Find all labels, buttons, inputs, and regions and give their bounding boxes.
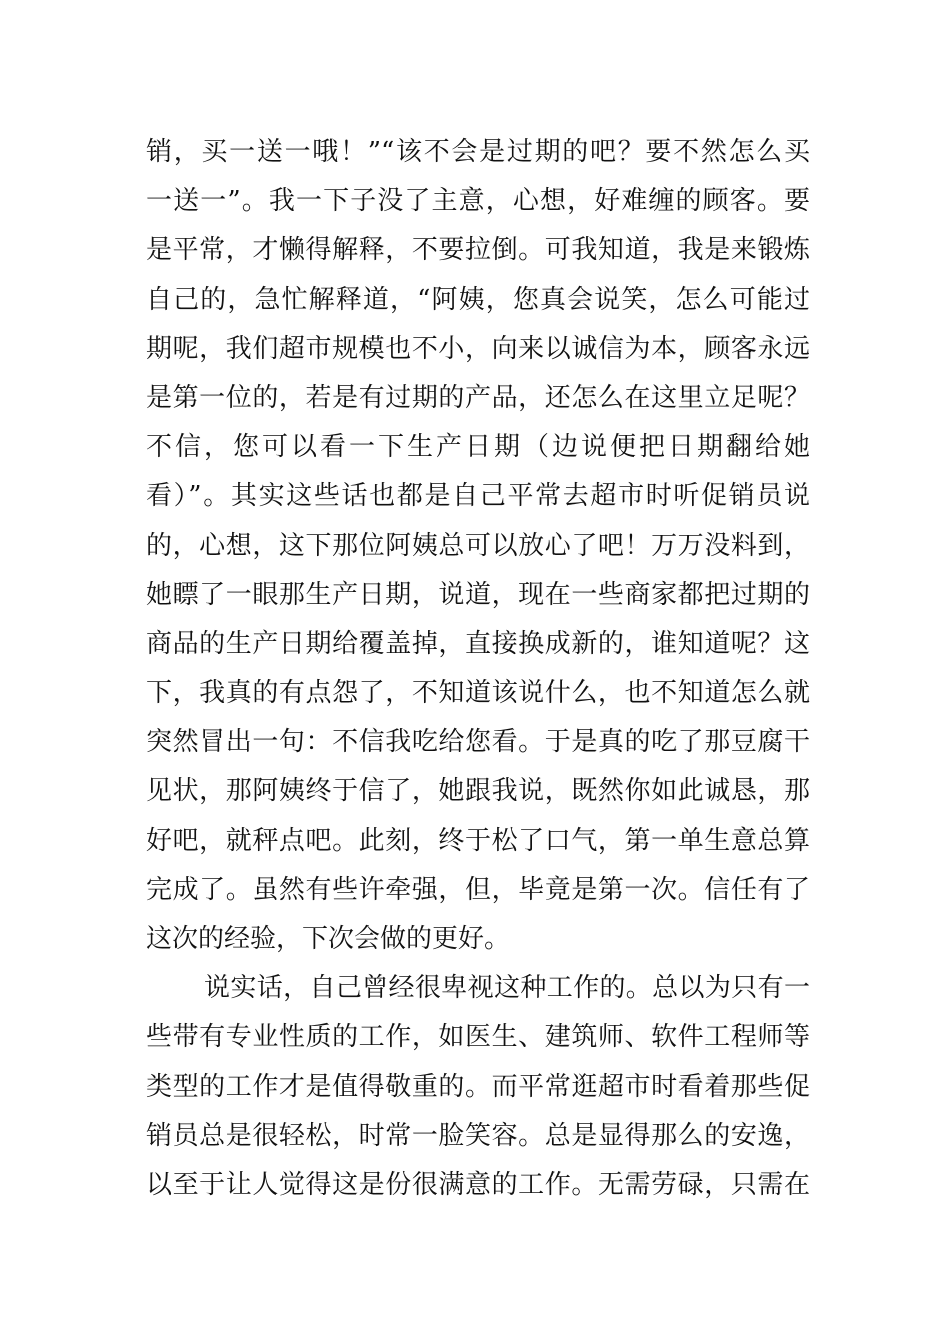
text-line: 的，心想，这下那位阿姨总可以放心了吧！万万没料到， bbox=[146, 530, 810, 561]
text-line: 说实话，自己曾经很卑视这种工作的。总以为只有一 bbox=[204, 973, 810, 1004]
text-line: 些带有专业性质的工作，如医生、建筑师、软件工程师等 bbox=[146, 1022, 810, 1053]
text-line: 一送一”。我一下子没了主意，心想，好难缠的顾客。要 bbox=[146, 186, 810, 217]
document-body bbox=[146, 128, 810, 1210]
text-line: 期呢，我们超市规模也不小，向来以诚信为本，顾客永远 bbox=[146, 333, 810, 364]
text-line: 自己的，急忙解释道，“阿姨，您真会说笑，怎么可能过 bbox=[146, 284, 810, 315]
text-line: 销员总是很轻松，时常一脸笑容。总是显得那么的安逸， bbox=[146, 1120, 810, 1151]
text-line: 类型的工作才是值得敬重的。而平常逛超市时看着那些促 bbox=[146, 1071, 810, 1102]
text-line: 下，我真的有点怨了，不知道该说什么，也不知道怎么就 bbox=[146, 678, 810, 709]
text-line: 销，买一送一哦！”“该不会是过期的吧？要不然怎么买 bbox=[146, 137, 810, 167]
text-line: 看）”。其实这些话也都是自己平常去超市时听促销员说 bbox=[146, 481, 810, 512]
text-line: 见状，那阿姨终于信了，她跟我说，既然你如此诚恳，那 bbox=[146, 776, 810, 807]
paragraph-1 bbox=[146, 128, 810, 964]
text-line: 完成了。虽然有些许牵强，但，毕竟是第一次。信任有了 bbox=[146, 874, 810, 905]
text-line: 以至于让人觉得这是份很满意的工作。无需劳碌，只需在 bbox=[146, 1169, 810, 1200]
text-line: 这次的经验，下次会做的更好。 bbox=[146, 924, 511, 954]
text-line: 不信，您可以看一下生产日期（边说便把日期翻给她 bbox=[146, 432, 810, 463]
text-line: 突然冒出一句：不信我吃给您看。于是真的吃了那豆腐干 bbox=[146, 727, 810, 758]
text-line: 是平常，才懒得解释，不要拉倒。可我知道，我是来锻炼 bbox=[146, 235, 810, 266]
text-line: 好吧，就秤点吧。此刻，终于松了口气，第一单生意总算 bbox=[146, 825, 810, 856]
text-line: 商品的生产日期给覆盖掉，直接换成新的，谁知道呢？这 bbox=[146, 628, 810, 659]
paragraph-2 bbox=[146, 964, 810, 1210]
text-line: 她瞟了一眼那生产日期，说道，现在一些商家都把过期的 bbox=[146, 579, 810, 610]
text-line: 是第一位的，若是有过期的产品，还怎么在这里立足呢？ bbox=[146, 382, 810, 413]
